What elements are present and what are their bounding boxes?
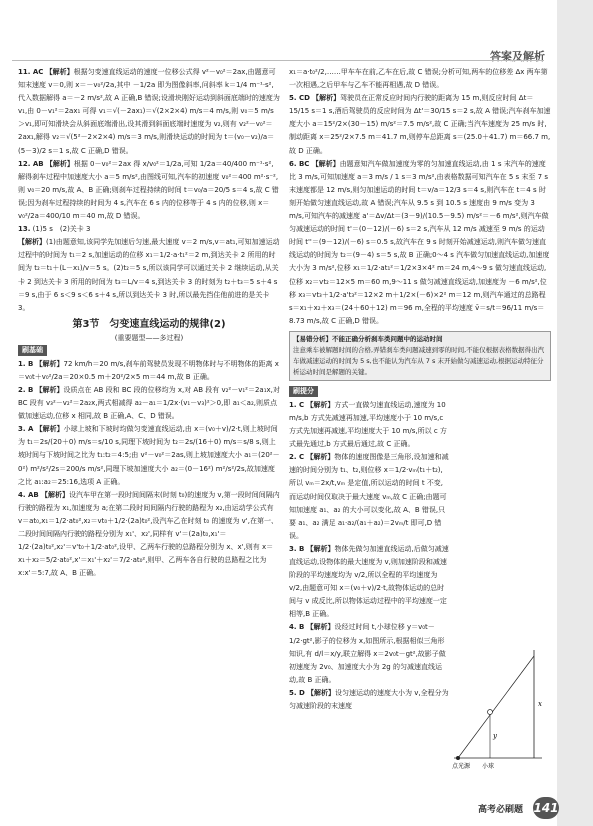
answer-item bbox=[18, 358, 280, 384]
answer-text: 72 km/h＝20 m/s,刹车前驾驶员发现不明物体时与不明物体的距离 x＝v₀t＋v₀²/2a＝20×0.5 m＋20²/2×5 m＝44 m,故 B 正确。 bbox=[18, 359, 279, 381]
answer-text: 小球上坡和下坡时均做匀变速直线运动,由 x＝(v₀＋v)/2·t,则上坡时间为 t₁＝2s/(20＋0) m/s＝s/10 s,同理下坡时间为 t₂＝2s/(16＋0) m/s＝s/8 s,则上坡时间与下坡时间之比为 t₁:t₂＝4:5;由 v²－v₀²＝2as,则上坡加速度大小 a₁＝(20²－0²) m²/s²/2s＝200/s m/s²,同理下坡加速度大小 a₂＝(0－16²) m²/s²/2s,故加速度之比 a₁:a₂＝25:16,选项 A 正确。 bbox=[18, 425, 280, 486]
answer-number: 13. bbox=[18, 225, 31, 234]
analysis-tag: 【解析】 bbox=[35, 425, 64, 434]
answer-text: 物体的速度图像是三角形,设加速和减速的时间分别为 t₁、t₂,则位移 x＝1/2·vₘ(t₁＋t₂),所以 vₘ＝2x/t,vₘ 是定值,所以运动的时间 t 不变,而运动时间仅取决于最大速度 vₘ,故 C 正确;由题可知加速度 a₁、a₂ 的大小可以变化,故 A、B 错误,只要 a₁、a₂ 满足 a₁·a₂/(a₁＋a₂)＝2vₘ/t 即可,D 错误。 bbox=[289, 453, 449, 540]
analysis-tag: 【解析】 bbox=[307, 688, 336, 697]
answer-number: 2. B bbox=[18, 385, 34, 394]
page-edge-tab bbox=[557, 0, 593, 826]
analysis-tag: 【解析】 bbox=[40, 490, 69, 499]
improve-answers bbox=[289, 399, 449, 713]
answer-number: 2. C bbox=[289, 453, 305, 462]
analysis-tag: 【解析】 bbox=[35, 385, 64, 394]
analysis-tag: 【解析】 bbox=[312, 94, 341, 103]
light-source-label: 点光源 bbox=[452, 763, 471, 770]
answer-number: 1. B bbox=[18, 359, 34, 368]
answer-text: 驾驶员在正常反应时间内行驶的距离为 15 m,则反应时间 Δt＝15/15 s＝1 s,酒后驾驶员的反应时间为 Δt'＝30/15 s＝2 s,故 A 错误;汽车刹车加速度大小 a＝15²/2×(30－15) m/s²＝7.5 m/s²,故 C 正确;当汽车速度为 25 m/s 时,制动距离 x＝25²/2×7.5 m＝41.7 m,则停车总距离 s＝(25.0＋41.7) m＝66.7 m,故 D 正确。 bbox=[289, 94, 551, 155]
answer-number: 5. D bbox=[289, 688, 305, 697]
header-title: 答案及解析 bbox=[490, 50, 545, 63]
analysis-tag: 【解析】 bbox=[45, 68, 74, 76]
answer-number: 4. B bbox=[289, 623, 305, 632]
analysis-tag: 【解析】 bbox=[45, 159, 74, 168]
answer-number: 3. A bbox=[18, 425, 34, 434]
answer-item bbox=[289, 158, 551, 328]
answer-text: 根据 0－v₀²＝2ax 得 x/v₀²＝1/2a,可知 1/2a＝40/400 m⁻¹·s²,解得刹车过程中加速度大小 a＝5 m/s²,由图线可知,汽车的初速度 v₀²＝400 m²·s⁻²,则 v₀＝20 m/s,故 A、B 正确;则刹车过程持续的时间 t＝v₀/a＝20/5 s＝4 s,故 C 错误;因为刹车过程持续的时间为 4 s,汽车在 6 s 内的位移等于 4 s 内的位移,则 x＝v₀²/2a＝400/10 m＝40 m,故 D 错误。 bbox=[18, 159, 279, 221]
left-column bbox=[18, 66, 280, 580]
right-answers bbox=[289, 66, 551, 328]
answer-text: 设经过时间 t,小球位移 y＝v₀t－1/2·gt²,影子的位移为 x,如图所示,根据相似三角形知识,有 d/l＝x/y,联立解得 x＝2v₀t－gt²,故影子做初速度为 2v₀、加速度大小为 2g 的匀减速直线运动,故 B 正确。 bbox=[289, 623, 446, 684]
answer-text: 由题意知汽车做加速度为零的匀加速直线运动,由 1 s 末汽车的速度比 3 m/s,可知加速度 a＝3 m/s / 1 s＝3 m/s²,由表格数据可知汽车在 5 s 末至 7 s 末速度都是 12 m/s,则匀加速运动的时间 t＝v/a＝12/3 s＝4 s,则汽车在 t＝4 s 时刻开始做匀速直线运动,故 A 错误;汽车从 9.5 s 到 10.5 s 速度由 9 m/s 变为 3 m/s,可知汽车的减速度 a'＝Δv/Δt＝(3－9)/(10.5－9.5) m/s²＝－6 m/s²,则汽车做匀减速运动的时间 t'＝(0－12)/(－6) s＝2 s,汽车从 12 m/s 减速至 9 m/s 的运动时间 t''＝(9－12)/(－6) s＝0.5 s,故汽车在 9 s 时刻开始减速运动,则汽车做匀速直线运动的时间为 t₂＝(9－4) s＝5 s,故 B 正确;0～4 s 汽车做匀加速直线运动,加速度大小为 3 m/s²,位移 x₁＝1/2·at₁²＝1/2×3×4² m＝24 m,4～9 s 做匀速直线运动,位移 x₂＝vt₂＝12×5 m＝60 m,9～11 s 做匀减速直线运动,加速度为 －6 m/s²,位移 x₃＝vt₃＋1/2·a't₃²＝12×2 m＋1/2×(－6)×2² m＝12 m,则汽车通过的总路程 s＝x₁＋x₂＋x₃＝(24＋60＋12) m＝96 m,全程的平均速度 v̄＝s/t＝96/11 m/s＝8.73 m/s,故 C 正确,D 错误。 bbox=[289, 159, 550, 325]
answer-item bbox=[18, 223, 280, 236]
answer-text: 设匀速运动的速度大小为 v,全程分为匀减速阶段的末速度 bbox=[289, 688, 449, 711]
answer-item bbox=[289, 451, 449, 543]
answer-number: 11. AC bbox=[18, 68, 44, 76]
y-label: y bbox=[493, 732, 497, 740]
error-analysis-text: 注意乘车被解题时间的合格,弄错刹车类问题减速到零的时间,不能仅根据表格数据得出汽车做减速运动的时间为 5 s,也不能认为汽车从 7 s 末开始做匀减速运动,根据运动特征分析运动时间是解题的关键。 bbox=[293, 345, 545, 376]
light-source-icon bbox=[456, 756, 460, 760]
answer-item bbox=[18, 236, 280, 315]
x-label: x bbox=[538, 700, 542, 708]
answer-item bbox=[289, 621, 449, 686]
answer-item bbox=[18, 423, 280, 488]
answer-number: 5. CD bbox=[289, 94, 310, 103]
answer-item bbox=[289, 687, 449, 713]
ball-label: 小球 bbox=[482, 763, 495, 770]
book-title: 高考必刷题 bbox=[478, 805, 524, 815]
answer-item bbox=[18, 158, 280, 223]
light-ray-line bbox=[458, 656, 534, 758]
answer-text: 设质点在 AB 段和 BC 段的位移均为 x,对 AB 段有 v₂²－v₁²＝2a₁x,对 BC 段有 v₃²－v₂²＝2a₂x,两式相减得 a₂－a₁＝1/2x·(v₁－v₃)²＞0,即 a₁＜a₂,则质点做加速运动,位移 x 相同,故 B 正确,A、C、D 错误。 bbox=[18, 385, 280, 421]
answer-item bbox=[18, 66, 280, 158]
ball-icon bbox=[488, 710, 493, 715]
answer-number: 1. C bbox=[289, 400, 305, 409]
basic-practice-tag: 刷基础 bbox=[18, 345, 47, 356]
left-answers bbox=[18, 66, 280, 315]
analysis-tag: 【解析】 bbox=[35, 359, 64, 368]
answer-text: (1)由题意知,该同学先加速后匀速,最大速度 v＝2 m/s,v＝at₁,可知加速运动过程中的时间为 t₁＝2 s,加速运动的位移 x₁＝1/2·a·t₁²＝2 m,到达关卡 2 所用的时间为 t₂＝t₁＋(L－x₁)/v＝5 s。(2)t₂＝5 s,所以该同学可以通过关卡 2 继续运动,从关卡 2 到达关卡 3 所用的时间为 t₃＝L/v＝4 s,到达关卡 3 的时刻为 t₂＋t₃＝5 s＋4 s＝9 s,由于 6 s＜9 s＜6 s＋4 s,所以到达关卡 3 时,所以最先挡住他前进的是关卡 3。 bbox=[18, 238, 280, 312]
error-analysis-title: 【易错分析】不能正确分析刹车类问题中的运动时间 bbox=[293, 334, 443, 343]
analysis-tag: 【解析】 bbox=[306, 400, 335, 409]
right-column bbox=[289, 66, 551, 713]
page-number: 141 bbox=[533, 797, 559, 819]
analysis-tag: 【解析】 bbox=[306, 544, 335, 553]
answer-item bbox=[289, 543, 449, 622]
answer-item bbox=[18, 489, 280, 581]
answer-number: 6. BC bbox=[289, 159, 310, 168]
answer-number: 4. AB bbox=[18, 490, 39, 499]
answer-item bbox=[18, 384, 280, 423]
answer-item bbox=[289, 399, 449, 451]
answer-text: 方式一直做匀速直线运动,速度为 10 m/s,b 方式先减速再加速,平均速度小于 10 m/s,c 方式先加速再减速,平均速度大于 10 m/s,所以 c 方式最先通过,b 方式最后通过,故 C 正确。 bbox=[289, 400, 447, 449]
basic-answers bbox=[18, 358, 280, 581]
answer-number: 3. B bbox=[289, 544, 305, 553]
analysis-tag: 【解析】 bbox=[311, 159, 340, 168]
answer-number: 12. AB bbox=[18, 159, 44, 168]
answer-text: 设汽车甲在第一段时间间隔末(时刻 t₀)的速度为 v,第一段时间间隔内行驶的路程为 x₁,加速度为 a;在第二段时间间隔内行驶的路程为 x₂,由运动学公式有 v＝at₀,x₁＝1/2·at₀²,x₂＝vt₀＋1/2·(2a)t₀²,设汽车乙在时刻 t₀ 的速度为 v',在第一、二段时间间隔内行驶的路程分别为 x₁'、x₂',同样有 v'＝(2a)t₀,x₁'＝1/2·(2a)t₀²,x₂'＝v't₀＋1/2·at₀²,设甲、乙两车行驶的总路程分别为 x、x',则有 x＝x₁＋x₂＝5/2·at₀²,x'＝x₁'＋x₂'＝7/2·at₀²,则甲、乙两车各自行驶的总路程之比为 x:x'＝5:7,故 A、B 正确。 bbox=[18, 490, 280, 578]
answer-text: 物体先做匀加速直线运动,后做匀减速直线运动,设物体的最大速度为 v,则加速阶段和减速阶段的平均速度均为 v/2,所以全程的平均速度为 v/2,由题意可知 x＝(v₀＋v)/2·t,故物体运动的总时间与 v 成反比,所以物体运动过程中的平均速度一定相等,B 正确。 bbox=[289, 544, 449, 619]
top-decoration bbox=[0, 0, 557, 44]
answer-text: 根据匀变速直线运动的速度一位移公式得 v²－v₀²＝2ax,由题意可知末速度 v＝0,则 x＝－v₀²/2a,其中 －1/2a 即为图像斜率,问斜率 k＝1/4 m⁻¹·s²,代入数据解得 a＝－2 m/s²,故 A 正确,B 错误;设滑块刚好运动到斜面底端时的速度为 v₁,由 0－v₁²＝2ax₁ 可得 v₁＝√(－2ax₁)＝√(2×2×4) m/s＝4 m/s,则 v₀＝5 m/s＞v₁,即可知滑块会从斜面底端滑出,设其滑到斜面底端时速度为 v₂,则有 v₂²－v₀²＝2ax₁,解得 v₂＝√(5²－2×2×4) m/s＝3 m/s,则滑块运动的时间为 t＝(v₀－v₂)/a＝(5－3)/2 s＝1 s,故 C 正确,D 错误。 bbox=[18, 68, 280, 155]
error-analysis-box bbox=[289, 331, 551, 381]
answer-text: (1)5 s (2)关卡 3 bbox=[32, 225, 91, 234]
analysis-tag: 【解析】 bbox=[306, 453, 335, 462]
improve-practice-tag: 刷提分 bbox=[289, 386, 318, 397]
analysis-tag: 【解析】 bbox=[18, 238, 46, 247]
answer-text: x₁＝a·t₀²/2,……甲车车在前,乙车在后,故 C 错误;分析可知,两车的位移差 Δx 两车第一次相遇,之后甲车与乙车不能再相遇,故 D 错误。 bbox=[289, 68, 548, 90]
shadow-diagram bbox=[450, 646, 546, 772]
section-title: 第3节 匀变速直线运动的规律(2) bbox=[72, 318, 226, 330]
section-subtitle: (重要题型——多过程) bbox=[114, 333, 184, 342]
answer-item bbox=[289, 92, 551, 157]
analysis-tag: 【解析】 bbox=[306, 623, 335, 632]
header-divider bbox=[12, 60, 544, 61]
answer-item bbox=[289, 66, 551, 92]
